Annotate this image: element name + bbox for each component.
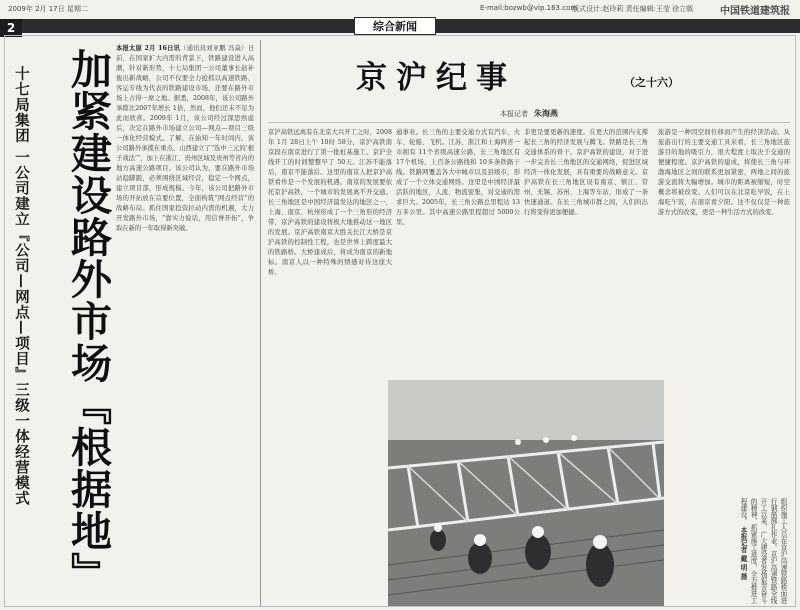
photo-credit: 本报记者 戴 明 摄	[739, 526, 747, 580]
left-story-dateline: 本报太原 2月 16日讯	[116, 45, 181, 52]
title-rule	[268, 122, 790, 123]
page-header	[0, 0, 800, 16]
email-address: E-mail:bozwb@vip.163.com	[480, 4, 578, 12]
photo-caption	[674, 498, 788, 604]
left-story-body	[116, 44, 254, 606]
masthead: 中国铁道建筑报	[720, 6, 790, 17]
article-column-3: 非更是要更新的速度。在更大的范围内支撑起长三角的经济发展与腾飞。铁路是长三角交通体系的骨干。京沪高铁的建设，对于进一步完善长三角地区的交通网络，促进区域经济一体化发展，具有重要的战略意义。京沪高铁在长三角地区设有南京、镇江、常州、无锡、苏州、上海等车站，形成了一条快速通道。在长三角城市群之间，人们的出行将变得更加便捷。	[524, 129, 648, 216]
photo-caption-text: 组织施工人员在京沪高速铁路桥面进行钢筋绑扎作业。京沪高速铁路全线开工以来，广大建设者发扬艰苦奋斗的精神，抓紧施工进度，全力推进工程建设。	[739, 498, 787, 604]
article-column-1: 京沪高铁远离有在北京大兴开工之时，2008年 1月 28日上午 10时 58分，京沪高铁南京段在南京进行了第一批桩基施工。京沪全线开工的时间整整早了 50天。江苏不能落后，南京不能落后。这里的南京人把京沪高铁看作是一个发展的机遇。南京的发展要依托京沪高铁，一个城市的发展离不开交通。长三角地区是中国经济最发达的地区之一，上海、南京、杭州形成了一个三角形的经济带，京沪高铁的建设将极大地推动这一地区的发展。京沪高铁南京大胜关长江大桥是京沪高铁的控制性工程，也是世界上跨度最大的铁路桥。大桥建成后，将成为南京的新地标。南京人以一种特殊的情感对待这座大桥。	[268, 129, 392, 276]
left-story-text: （通讯员刘亚鹏 冯焱）日前，在国家扩大内需的背景下，铁路建设进入高潮，针对新形势，十七局集团一公司董事长赵补俊出新战略，公司不仅要全力抢抓以高速铁路、客运专线为代表的铁路建设市场，还要在路外市场上占得一席之地。据悉，2008年，该公司路外承揽比2007年增长 1倍，然而，他们还未不足为此而欣喜。2009年 1月，该公司经过深思熟虑后，决定在路外市场建立公司—网点—项目三级一体化经营模式。了解，在始知一年时间内，该公司路外承揽在重点、山西建立了“选中三元的‘根子战法’”，加上在浙江、贵州区域及贵州等省内的地方高速公路项目。该公司认为，要在路外市场站稳脚跟，必须围绕区域经营，稳定一个网点，建立项目部，形成规模。今年，该公司把路外市场的开拓放在首要位置，全面构筑“网点经营”的战略布局。抓住国家投资拉动内需的机遇，大力开发路外市场，“靠实力说话，用信誉开拓”，争取在新的一年取得新突破。	[116, 45, 254, 232]
article-title: 京沪纪事	[356, 60, 516, 96]
editorial-staff: 版式设计:赵玲莉 责任编辑:王莹 徐立戟	[572, 5, 694, 13]
section-label: 综合新闻	[354, 17, 436, 35]
article-column-4: 旅游是一种因空间位移而产生的经济活动。从旅游出行的主要交通工具来看，长三角地区旅游目的地的吸引力，很大程度上取决于交通的便捷程度。京沪高铁的建成，将使长三角与环渤海地区之间的联系更加紧密，两地之间的旅游交流将大幅增加。城市的距离被缩短，时空概念将被改变。人们可以在北京吃早饭，在上海吃午饭，在南京看夕阳。这不仅仅是一种旅游方式的改变，更是一种生活方式的改变。	[658, 129, 790, 216]
issue-date: 2009年 2月 17日 星期二	[8, 5, 88, 13]
left-story-headline: 加紧建设路外市场『根据地』	[64, 48, 112, 594]
byline-name: 朱海燕	[534, 108, 558, 118]
byline-label: 本报记者	[500, 110, 528, 118]
byline	[500, 108, 558, 119]
page-number: 2	[0, 19, 22, 37]
article-series-number: （之十六）	[624, 76, 679, 89]
article-column-2: 通事业。长三角的主要交通方式有汽车、火车、轮船、飞机。江苏、浙江和上海两省一市拥有 11个省级高速公路，长三角地区有 17个机场，上百条公路线和 10多条铁路干线。铁路网覆盖各大中城市以及县级市，形成了一个立体交通网络。这里是中国经济最活跃的地区，人流、物流密集，对交通的需求巨大。2005年，长三角公路总里程达 13万多公里。其中高速公路里程超过 5000公里。	[396, 129, 520, 226]
column-divider	[260, 40, 261, 606]
left-story-subtitle: 十七局集团 一公司建立『公司—网点—项目』三级一体经营模式	[13, 66, 29, 507]
construction-photo	[388, 380, 664, 606]
